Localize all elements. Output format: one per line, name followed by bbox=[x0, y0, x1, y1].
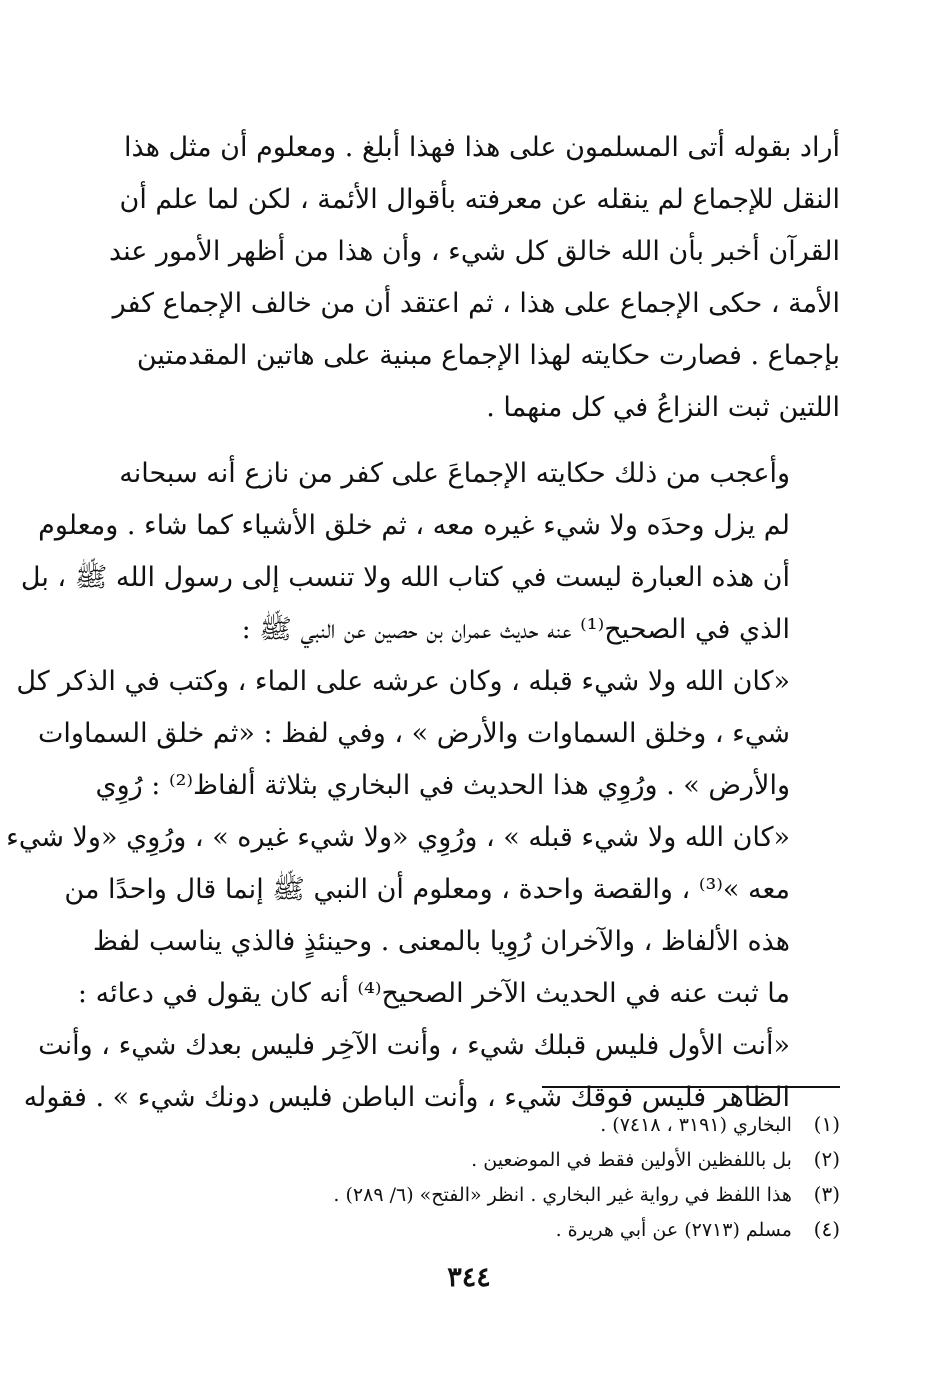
footnote-text: هذا اللفظ في رواية غير البخاري . انظر «الفتح» (٦/ ٢٨٩) . bbox=[333, 1184, 792, 1206]
footnote-number: (٣) bbox=[813, 1182, 840, 1206]
text-line: أن هذه العبارة ليست في كتاب الله ولا تنسب إلى رسول الله ﷺ ، بل bbox=[20, 562, 790, 593]
footnote-number: (٤) bbox=[813, 1217, 840, 1241]
footnote-number: (٢) bbox=[813, 1147, 840, 1171]
footnote-4 bbox=[98, 1212, 840, 1247]
text-line: هذه الألفاظ ، والآخران رُوِيا بالمعنى . وحينئذٍ فالذي يناسب لفظ bbox=[92, 926, 790, 957]
text-line: وأعجب من ذلك حكايته الإجماعَ على كفر من نازع أنه سبحانه bbox=[119, 458, 790, 489]
text-line: النقل للإجماع لم ينقله عن معرفته بأقوال الأئمة ، لكن لما علم أن bbox=[119, 184, 840, 215]
text-line: الذي في الصحيح⁽¹⁾ عنه حديث عمران بن حصين عن النبي ﷺ : bbox=[241, 614, 790, 645]
text-line: اللتين ثبت النزاعُ في كل منهما . bbox=[486, 392, 840, 423]
main-text bbox=[6, 122, 840, 1124]
footnote-text: مسلم (٢٧١٣) عن أبي هريرة . bbox=[555, 1219, 792, 1241]
text-line: «أنت الأول فليس قبلك شيء ، وأنت الآخِر فليس بعدك شيء ، وأنت bbox=[38, 1030, 790, 1061]
footnote-number: (١) bbox=[813, 1112, 840, 1136]
text-line: أراد بقوله أتى المسلمون على هذا فهذا أبلغ . ومعلوم أن مثل هذا bbox=[124, 132, 840, 163]
text-line: الظاهر فليس فوقك شيء ، وأنت الباطن فليس دونك شيء » . فقوله bbox=[23, 1082, 790, 1113]
book-page bbox=[6, 122, 840, 1362]
text-line: ما ثبت عنه في الحديث الآخر الصحيح⁽⁴⁾ أنه كان يقول في دعائه : bbox=[77, 978, 790, 1009]
footnote-separator bbox=[542, 1086, 840, 1088]
footnote-1 bbox=[98, 1107, 840, 1142]
text-line: «كان الله ولا شيء قبله » ، ورُوِي «ولا شيء غيره » ، ورُوِي «ولا شيء bbox=[6, 822, 790, 853]
text-line: القرآن أخبر بأن الله خالق كل شيء ، وأن هذا من أظهر الأمور عند bbox=[108, 236, 840, 267]
footnote-2 bbox=[98, 1142, 840, 1177]
paragraph-2 bbox=[6, 448, 840, 1124]
text-line: لم يزل وحدَه ولا شيء غيره معه ، ثم خلق الأشياء كما شاء . ومعلوم bbox=[38, 510, 790, 541]
text-line: «كان الله ولا شيء قبله ، وكان عرشه على الماء ، وكتب في الذكر كل bbox=[16, 666, 790, 697]
footnote-3 bbox=[98, 1177, 840, 1212]
text-line: شيء ، وخلق السماوات والأرض » ، وفي لفظ : «ثم خلق السماوات bbox=[38, 718, 790, 749]
footnote-text: بل باللفظين الأولين فقط في الموضعين . bbox=[471, 1149, 792, 1171]
paragraph-1 bbox=[98, 122, 840, 434]
footnote-text: البخاري (٣١٩١ ، ٧٤١٨) . bbox=[600, 1114, 792, 1136]
footnotes bbox=[98, 1107, 840, 1247]
text-line: معه »⁽³⁾ ، والقصة واحدة ، ومعلوم أن النبي ﷺ إنما قال واحدًا من bbox=[64, 874, 790, 905]
text-line: الأمة ، حكى الإجماع على هذا ، ثم اعتقد أن من خالف الإجماع كفر bbox=[112, 288, 840, 319]
page-number: ٣٤٤ bbox=[447, 1262, 491, 1293]
text-line: بإجماع . فصارت حكايته لهذا الإجماع مبنية على هاتين المقدمتين bbox=[136, 340, 840, 371]
text-line: والأرض » . ورُوِي هذا الحديث في البخاري بثلاثة ألفاظ⁽²⁾ : رُوِي bbox=[95, 770, 790, 801]
